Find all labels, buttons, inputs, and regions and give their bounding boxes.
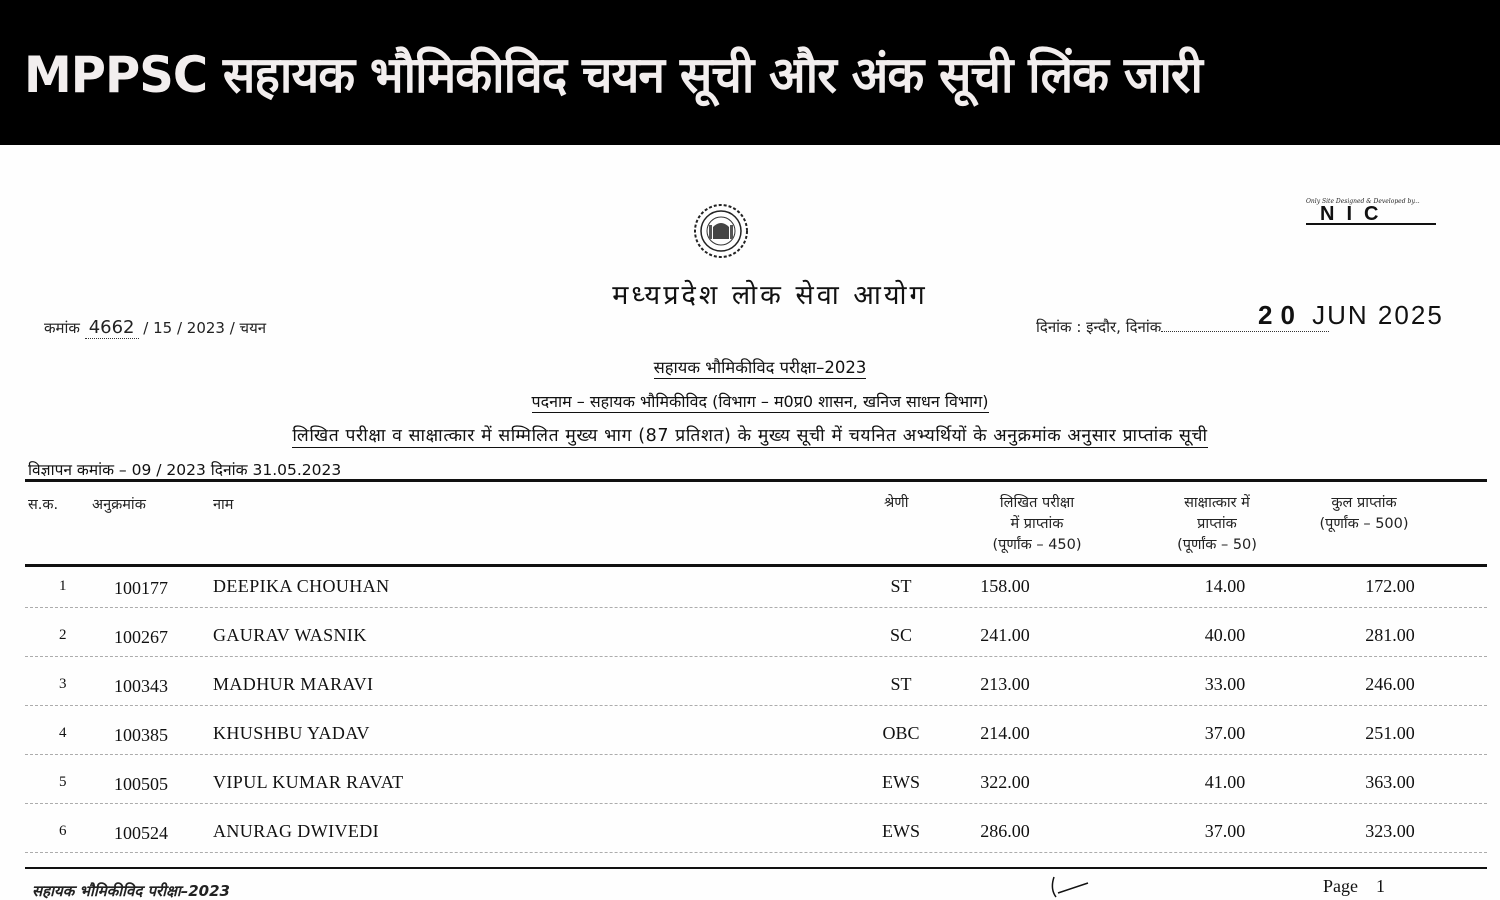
table-row xyxy=(25,714,1487,763)
stamp-month-year: JUN 2025 xyxy=(1312,300,1444,330)
header-category: श्रेणी xyxy=(884,495,909,511)
cell-category: SC xyxy=(889,625,913,645)
cell-roll: 100524 xyxy=(114,823,168,843)
cell-total: 323.00 xyxy=(1365,821,1415,841)
cell-interview: 37.00 xyxy=(1204,821,1246,841)
page-label: Page xyxy=(1323,876,1358,896)
cell-sn: 2 xyxy=(59,627,67,643)
cell-roll: 100343 xyxy=(114,676,168,696)
cell-sn: 6 xyxy=(59,823,67,839)
date-label: दिनांक : इन्दौर, दिनांक xyxy=(1036,318,1162,336)
row-divider xyxy=(25,607,1487,608)
header-written-line1: लिखित परीक्षा xyxy=(999,495,1075,511)
header-sn: स.क. xyxy=(28,497,59,513)
cell-total: 281.00 xyxy=(1365,625,1415,645)
cell-name: KHUSHBU YADAV xyxy=(213,723,370,743)
cell-interview: 14.00 xyxy=(1204,576,1246,596)
nic-tagline: Only Site Designed & Developed by... xyxy=(1306,198,1420,205)
headline-title: MPPSC सहायक भौमिकीविद चयन सूची और अंक सूची लिंक जारी xyxy=(24,45,1203,104)
table-row xyxy=(25,665,1487,714)
header-interview xyxy=(1152,493,1282,556)
header-written-line3: (पूर्णांक – 450) xyxy=(992,537,1082,553)
page-number: 1 xyxy=(1376,876,1385,896)
header-written xyxy=(968,493,1106,556)
cell-category: ST xyxy=(890,674,912,694)
cell-roll: 100385 xyxy=(114,725,168,745)
cell-written: 322.00 xyxy=(980,772,1030,792)
cell-interview: 33.00 xyxy=(1204,674,1246,694)
cell-name: GAURAV WASNIK xyxy=(213,625,367,645)
cell-written: 213.00 xyxy=(980,674,1030,694)
cell-category: EWS xyxy=(882,821,920,841)
advertisement-number: विज्ञापन कमांक – 09 / 2023 दिनांक 31.05.2023 xyxy=(28,461,342,479)
header-total-line1: कुल प्राप्तांक xyxy=(1331,495,1397,511)
header-interview-line3: (पूर्णांक – 50) xyxy=(1177,537,1257,553)
cell-sn: 1 xyxy=(59,578,67,594)
cell-written: 214.00 xyxy=(980,723,1030,743)
table-row xyxy=(25,567,1487,616)
cell-interview: 40.00 xyxy=(1204,625,1246,645)
header-name: नाम xyxy=(213,497,234,513)
organization-name: मध्यप्रदेश लोक सेवा आयोग xyxy=(612,280,928,311)
cell-sn: 4 xyxy=(59,725,67,741)
cell-total: 172.00 xyxy=(1365,576,1415,596)
cell-written: 286.00 xyxy=(980,821,1030,841)
date-stamp xyxy=(1258,300,1444,331)
cell-name: ANURAG DWIVEDI xyxy=(213,821,380,841)
cell-sn: 5 xyxy=(59,774,67,790)
cell-roll: 100267 xyxy=(114,627,168,647)
headline-banner xyxy=(0,0,1500,145)
reference-handwritten-number: 4662 xyxy=(85,317,139,339)
cell-sn: 3 xyxy=(59,676,67,692)
cell-total: 246.00 xyxy=(1365,674,1415,694)
row-divider xyxy=(25,754,1487,755)
footer-exam-name: सहायक भौमिकीविद परीक्षा–2023 xyxy=(32,882,230,900)
cell-roll: 100505 xyxy=(114,774,168,794)
table-row xyxy=(25,616,1487,665)
nic-logo-text: NIC xyxy=(1306,205,1436,225)
header-total-line2: (पूर्णांक – 500) xyxy=(1319,516,1409,532)
row-divider xyxy=(25,803,1487,804)
reference-label: कमांक xyxy=(44,319,80,337)
table-bottom-rule xyxy=(25,867,1487,869)
header-interview-line1: साक्षात्कार में xyxy=(1184,495,1250,511)
row-divider xyxy=(25,852,1487,853)
stamp-day: 20 xyxy=(1258,300,1303,330)
cell-name: MADHUR MARAVI xyxy=(213,674,374,694)
signature-mark-icon xyxy=(1040,875,1120,900)
page-indicator xyxy=(1323,876,1385,897)
designation xyxy=(10,390,1500,412)
exam-title-text: सहायक भौमिकीविद परीक्षा–2023 xyxy=(653,358,867,377)
cell-name: VIPUL KUMAR RAVAT xyxy=(213,772,404,792)
cell-total: 363.00 xyxy=(1365,772,1415,792)
cell-written: 158.00 xyxy=(980,576,1030,596)
nic-logo xyxy=(1306,198,1442,228)
header-roll: अनुक्रमांक xyxy=(92,497,146,513)
cell-category: EWS xyxy=(882,772,920,792)
cell-total: 251.00 xyxy=(1365,723,1415,743)
list-title xyxy=(0,423,1500,447)
header-interview-line2: प्राप्तांक xyxy=(1197,516,1237,532)
cell-written: 241.00 xyxy=(980,625,1030,645)
table-row xyxy=(25,812,1487,861)
row-divider xyxy=(25,705,1487,706)
cell-name: DEEPIKA CHOUHAN xyxy=(213,576,390,596)
reference-number xyxy=(44,317,266,338)
cell-roll: 100177 xyxy=(114,578,168,598)
cell-category: OBC xyxy=(882,723,920,743)
row-divider xyxy=(25,656,1487,657)
table-top-rule xyxy=(25,479,1487,482)
scanned-document xyxy=(0,145,1500,900)
list-title-text: लिखित परीक्षा व साक्षात्कार में सम्मिलित मुख्य भाग (87 प्रतिशत) के मुख्य सूची में चयनित अभ्यर्थियों के अनुक्रमांक अनुसार प्राप्तांक सूची xyxy=(292,426,1208,446)
cell-category: ST xyxy=(890,576,912,596)
exam-title xyxy=(10,355,1500,378)
header-total xyxy=(1296,493,1432,535)
table-row xyxy=(25,763,1487,812)
header-written-line2: में प्राप्तांक xyxy=(1010,516,1064,532)
mp-emblem-icon xyxy=(691,203,751,259)
reference-suffix: / 15 / 2023 / चयन xyxy=(143,319,267,337)
cell-interview: 37.00 xyxy=(1204,723,1246,743)
designation-text: पदनाम – सहायक भौमिकीविद (विभाग – म0प्र0 शासन, खनिज साधन विभाग) xyxy=(531,392,989,411)
cell-interview: 41.00 xyxy=(1204,772,1246,792)
